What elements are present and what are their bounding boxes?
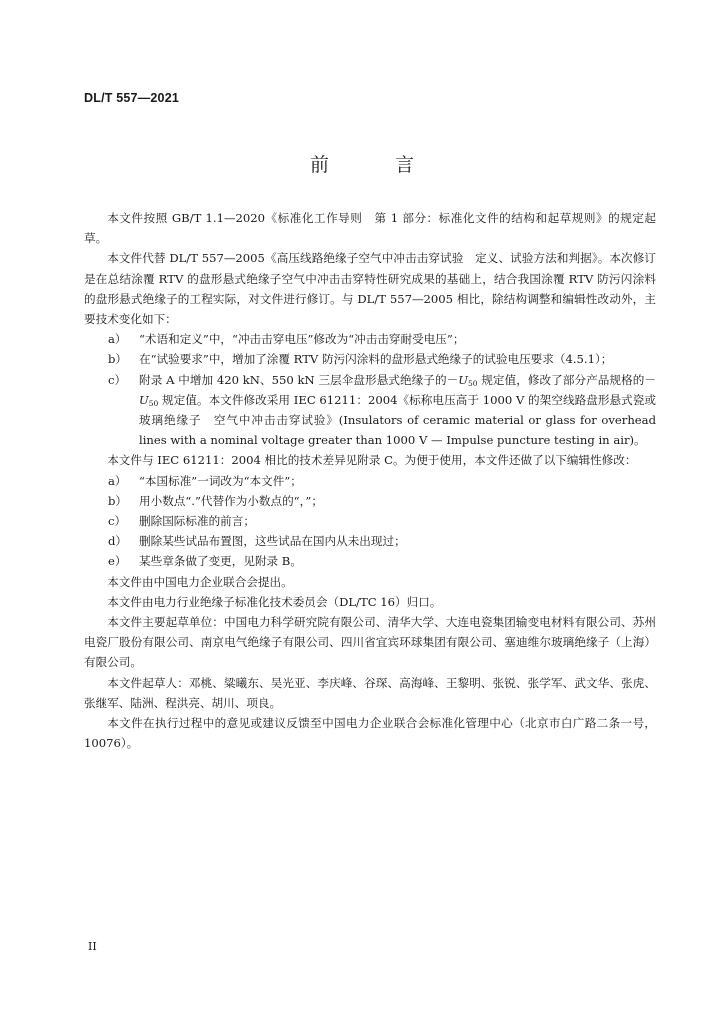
minus-sign: － (446, 372, 459, 387)
list-label: a） (108, 473, 127, 488)
list-text: 用小数点“.”代替作为小数点的“，”； (139, 493, 323, 508)
change-item-b (84, 349, 656, 369)
voltage-subscript: 50 (467, 378, 478, 388)
list-text-part3: 规定值。本文件修改采用 IEC 61211：2004《标称电压高于 1000 V 的架空线路盘形悬式瓷或玻璃绝缘子 空气中冲击击穿试验》(Insulators of ceramic material or glass for overhead lines with a nominal voltage greater than 1000 V — Impulse puncture testing in air)。 (139, 392, 656, 448)
list-text-part2: 规定值，修改了部分产品规格的 (477, 372, 645, 387)
paragraph-drafting-basis: 本文件按照 GB/T 1.1—2020《标准化工作导则 第 1 部分：标准化文件的结构和起草规则》的规定起草。 (84, 211, 656, 246)
edit-item-c (84, 511, 656, 531)
paragraph-committee: 本文件由电力行业绝缘子标准化技术委员会（DL/TC 16）归口。 (107, 594, 442, 609)
change-item-a (84, 329, 656, 349)
paragraph-drafting-units: 本文件主要起草单位：中国电力科学研究院有限公司、清华大学、大连电瓷集团输变电材料有限公司、苏州电瓷厂股份有限公司、南京电气绝缘子有限公司、四川省宜宾环球集团有限公司、塞迪维尔玻璃绝缘子（上海）有限公司。 (84, 615, 656, 670)
edit-item-a (84, 471, 656, 491)
paragraph-replacement: 本文件代替 DL/T 557—2005《高压线路绝缘子空气中冲击击穿试验 定义、试验方法和判据》。本次修订是在总结涂覆 RTV 的盘形悬式绝缘子空气中冲击击穿特性研究成果的基础上，结合我国涂覆 RTV 防污闪涂料的盘形悬式绝缘子的工程实际，对文件进行修订。与 DL/T 557—2005 相比，除结构调整和编辑性改动外，主要技术变化如下： (84, 251, 656, 327)
minus-sign: － (644, 372, 656, 387)
edit-item-d (84, 531, 656, 551)
list-label: b） (108, 352, 128, 367)
edit-item-b (84, 491, 656, 511)
list-text: 删除某些试品布置图，这些试品在国内从未出现过； (139, 534, 406, 549)
list-label: b） (108, 493, 128, 508)
list-label: d） (108, 534, 128, 549)
voltage-subscript: 50 (148, 398, 159, 408)
change-item-c (84, 370, 656, 451)
paragraph-feedback: 本文件在执行过程中的意见或建议反馈至中国电力企业联合会标准化管理中心（北京市白广路二条一号，10076）。 (84, 716, 656, 751)
paragraph-drafters: 本文件起草人：邓桃、粱曦东、吴光亚、李庆峰、谷琛、高海峰、王黎明、张锐、张学军、武文华、张虎、张继军、陆洲、程洪亮、胡川、项良。 (84, 675, 656, 710)
list-text: 在“试验要求”中，增加了涂覆 RTV 防污闪涂料的盘形悬式绝缘子的试验电压要求（4.5.1）； (139, 352, 613, 367)
list-text: 删除国际标准的前言； (139, 514, 255, 529)
voltage-symbol: U (458, 372, 468, 387)
list-text-part1: 附录 A 中增加 420 kN、550 kN 三层伞盘形悬式绝缘子的 (139, 372, 447, 387)
page-number: II (88, 940, 97, 953)
voltage-symbol: U (139, 392, 149, 407)
edit-item-e (84, 551, 656, 571)
list-label: e） (108, 554, 127, 569)
list-label: c） (108, 372, 127, 387)
section-title: 前 言 (309, 154, 445, 176)
list-text: “本国标准”一词改为“本文件”； (139, 473, 302, 488)
list-label: c） (108, 514, 127, 529)
document-code-header: DL/T 557—2021 (84, 91, 180, 105)
list-text: “术语和定义”中，“冲击击穿电压”修改为“冲击击穿耐受电压”； (139, 332, 465, 347)
list-label: a） (108, 332, 127, 347)
paragraph-proposer: 本文件由中国电力企业联合会提出。 (107, 574, 293, 589)
list-text: 某些章条做了变更，见附录 B。 (139, 554, 302, 569)
preface-body (84, 208, 656, 753)
paragraph-technical-differences: 本文件与 IEC 61211：2004 相比的技术差异见附录 C。为便于使用，本文件还做了以下编辑性修改： (107, 453, 637, 468)
